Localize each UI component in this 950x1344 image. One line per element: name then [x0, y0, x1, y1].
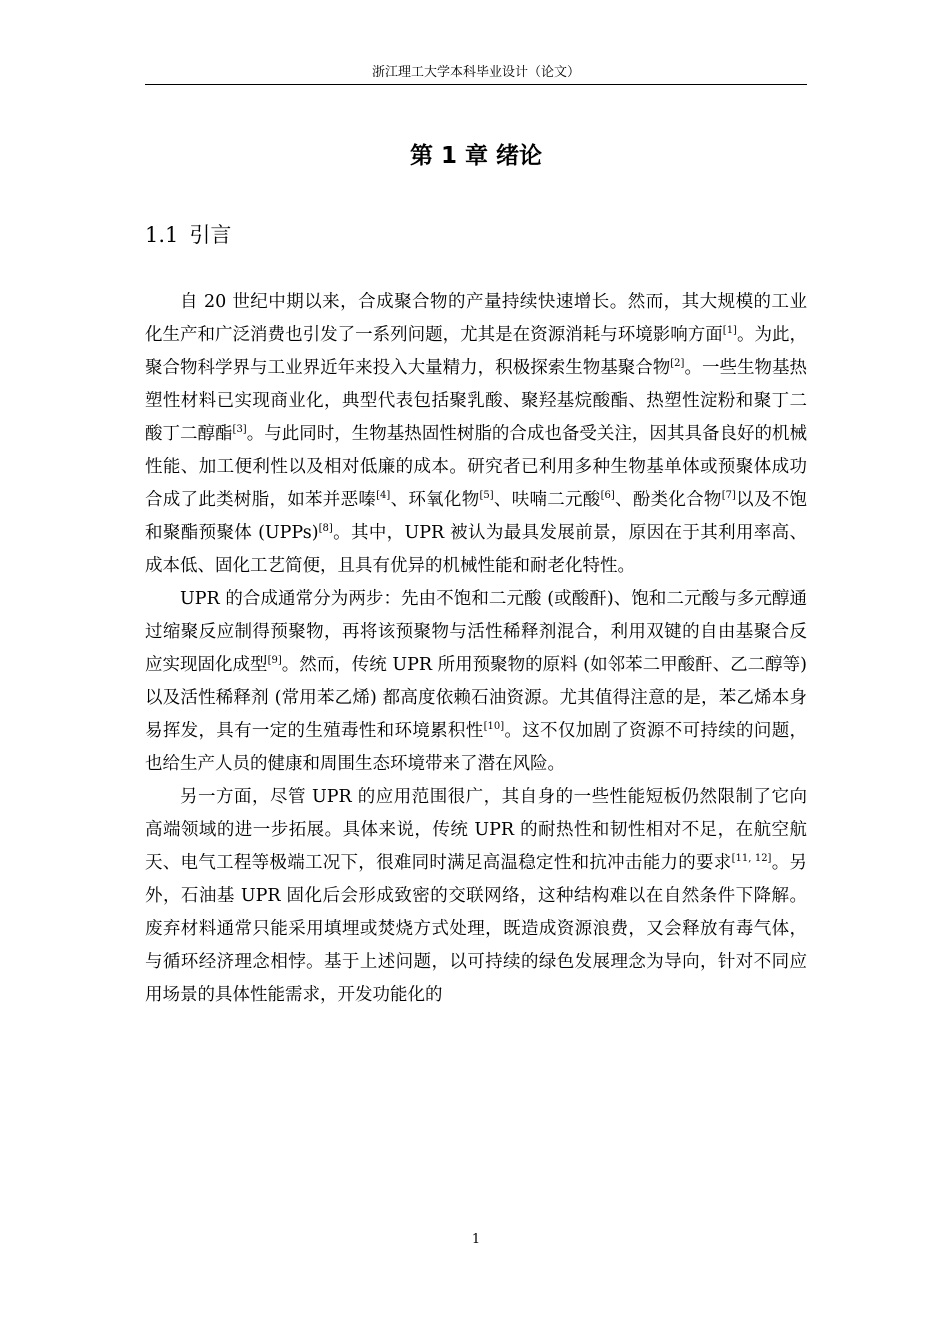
text-run: 。与此同时，生物基热固性树脂的合成也备受关注，因其具备良好的机械性能、加工便利性以及相对低廉的成本。研究者已利用多种生物基单体或预聚体成功合成了此类树脂，如苯并恶嗪 — [145, 424, 808, 510]
citation-ref: [3] — [232, 424, 247, 436]
citation-ref: [10] — [483, 721, 505, 733]
paragraph — [145, 781, 807, 1012]
header-divider — [145, 84, 807, 85]
section-title: 引言 — [189, 223, 232, 247]
citation-ref: [6] — [600, 490, 615, 502]
text-run: 。然而，传统 UPR 所用预聚物的原料 (如邻苯二甲酸酐、乙二醇等) 以及活性稀释剂 (常用苯乙烯) 都高度依赖石油资源。尤其值得注意的是，苯乙烯本身易挥发，具有一定的生殖毒性和环境累积性 — [145, 655, 808, 741]
citation-ref: [4] — [376, 490, 391, 502]
text-run: 、酚类化合物 — [614, 490, 722, 510]
paragraph — [145, 286, 807, 583]
citation-ref: [9] — [267, 655, 282, 667]
text-run: 。这不仅加剧了资源不可持续的问题，也给生产人员的健康和周围生态环境带来了潜在风险。 — [145, 721, 808, 774]
section-number: 1.1 — [145, 223, 179, 247]
running-header: 浙江理工大学本科毕业设计（论文） — [371, 65, 580, 80]
text-run: 以及不饱和聚酯预聚体 (UPPs) — [145, 490, 808, 543]
body-text — [145, 286, 807, 1012]
chapter-title: 第 1 章 绪论 — [409, 143, 543, 169]
citation-ref: [2] — [670, 358, 685, 370]
page-number: 1 — [471, 1232, 481, 1247]
text-run: 另一方面，尽管 UPR 的应用范围很广，其自身的一些性能短板仍然限制了它向高端领域的进一步拓展。具体来说，传统 UPR 的耐热性和韧性相对不足，在航空航天、电气工程等极端工况下，很难同时满足高温稳定性和抗冲击能力的要求 — [145, 787, 807, 873]
citation-ref: [5] — [479, 490, 494, 502]
text-run: 自 20 世纪中期以来，合成聚合物的产量持续快速增长。然而，其大规模的工业化生产和广泛消费也引发了一系列问题，尤其是在资源消耗与环境影响方面 — [145, 292, 807, 345]
text-run: 、环氧化物 — [390, 490, 480, 510]
text-run: 。为此，聚合物科学界与工业界近年来投入大量精力，积极探索生物基聚合物 — [145, 325, 808, 378]
citation-ref: [8] — [318, 523, 333, 535]
text-run: 、呋喃二元酸 — [493, 490, 601, 510]
citation-ref: [1] — [722, 325, 737, 337]
text-run: 。另外，石油基 UPR 固化后会形成致密的交联网络，这种结构难以在自然条件下降解。废弃材料通常只能采用填埋或焚烧方式处理，既造成资源浪费，又会释放有毒气体，与循环经济理念相悖。基于上述问题，以可持续的绿色发展理念为导向，针对不同应用场景的具体性能需求，开发功能化的 — [145, 853, 808, 1005]
citation-ref: [7] — [721, 490, 736, 502]
paragraph — [145, 583, 807, 781]
text-run: UPR 的合成通常分为两步：先由不饱和二元酸 (或酸酐)、饱和二元酸与多元醇通过缩聚反应制得预聚物，再将该预聚物与活性稀释剂混合，利用双键的自由基聚合反应实现固化成型 — [145, 589, 807, 675]
text-run: 。其中，UPR 被认为最具发展前景，原因在于其利用率高、成本低、固化工艺简便，且具有优异的机械性能和耐老化特性。 — [145, 523, 808, 576]
section-heading — [145, 220, 231, 250]
citation-ref: [11, 12] — [731, 853, 772, 865]
text-run: 。一些生物基热塑性材料已实现商业化，典型代表包括聚乳酸、聚羟基烷酸酯、热塑性淀粉和聚丁二酸丁二醇酯 — [145, 358, 807, 444]
